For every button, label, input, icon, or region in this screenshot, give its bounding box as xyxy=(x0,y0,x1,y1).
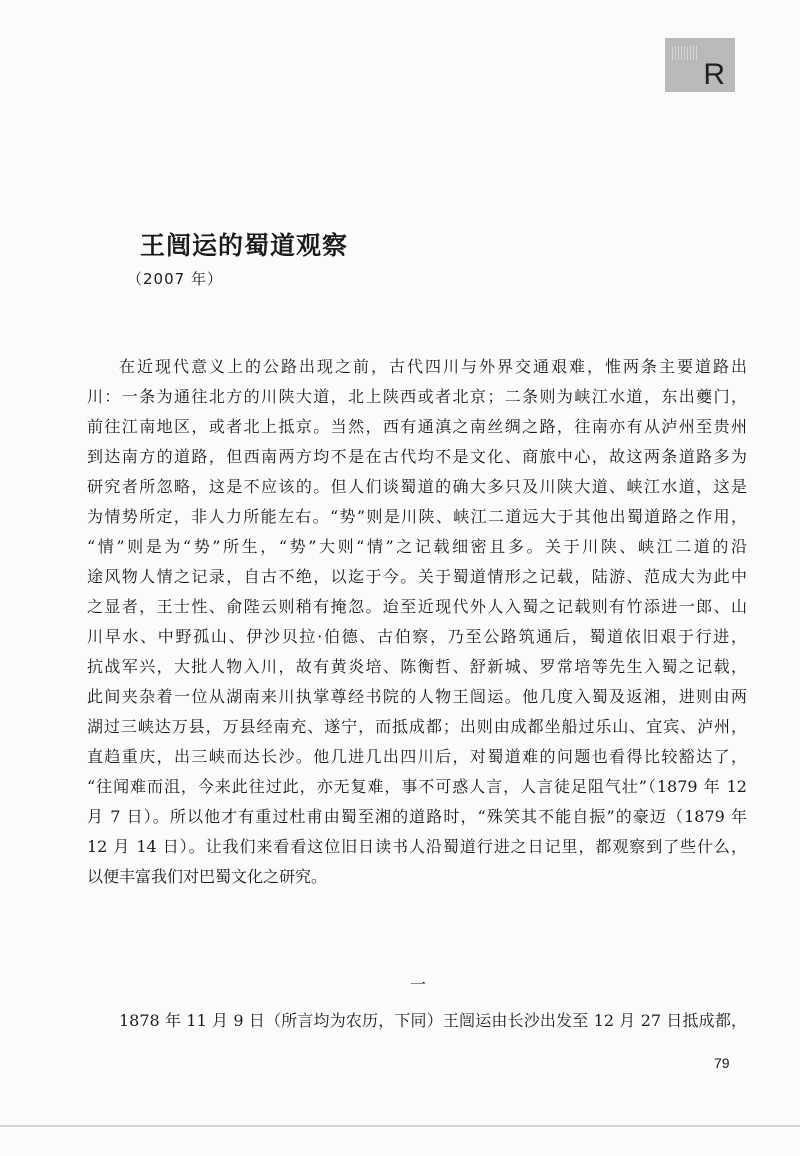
body-line: 以便丰富我们对巴蜀文化之研究。 xyxy=(87,867,328,886)
page-edge-divider xyxy=(0,1125,800,1127)
body-line: “情”则是为“势”所生，“势”大则“情”之记载细密且多。关于川陕、峡江二道的沿 xyxy=(87,537,747,556)
body-paragraph xyxy=(87,352,747,892)
body-paragraph-2 xyxy=(87,1006,747,1036)
section-number: 一 xyxy=(410,975,427,994)
page-number: 79 xyxy=(714,1055,730,1071)
tab-letter: R xyxy=(703,58,725,91)
body-line: “往闻难而沮，今来此往过此，亦无复难，事不可惑人言，人言徒足阻气壮”（1879 年 12 xyxy=(87,777,747,796)
body-line: 川早水、中野孤山、伊沙贝拉·伯德、古伯察，乃至公路筑通后，蜀道依旧艰于行进， xyxy=(87,627,747,646)
body-line: 12 月 14 日）。让我们来看看这位旧日读书人沿蜀道行进之日记里，都观察到了些什么， xyxy=(87,837,747,856)
body-line: 湖过三峡达万县，万县经南充、遂宁，而抵成都；出则由成都坐船过乐山、宜宾、泸州， xyxy=(87,717,747,736)
body-line: 直趋重庆，出三峡而达长沙。他几进几出四川后，对蜀道难的问题也看得比较豁达了， xyxy=(87,747,747,766)
body-line: 此间夹杂着一位从湖南来川执掌尊经书院的人物王闿运。他几度入蜀及返湘，进则由两 xyxy=(87,687,747,706)
body-line: 到达南方的道路，但西南两方均不是在古代均不是文化、商旅中心，故这两条道路多为 xyxy=(87,447,747,466)
body-line: 1878 年 11 月 9 日（所言均为农历，下同）王闿运由长沙出发至 12 月 27 日抵成都， xyxy=(119,1011,747,1030)
article-year: （2007 年） xyxy=(127,270,223,288)
body-line: 为情势所定，非人力所能左右。“势”则是川陕、峡江二道远大于其他出蜀道路之作用， xyxy=(87,507,747,526)
body-line: 抗战军兴，大批人物入川，故有黄炎培、陈衡哲、舒新城、罗常培等先生入蜀之记载， xyxy=(87,657,747,676)
article-title: 王闿运的蜀道观察 xyxy=(140,231,349,260)
section-tab xyxy=(665,38,735,92)
body-line: 在近现代意义上的公路出现之前，古代四川与外界交通艰难，惟两条主要道路出 xyxy=(119,357,747,376)
body-line: 前往江南地区，或者北上抵京。当然，西有通滇之南丝绸之路，往南亦有从泸州至贵州 xyxy=(87,417,747,436)
body-line: 途风物人情之记录，自古不绝，以迄于今。关于蜀道情形之记载，陆游、范成大为此中 xyxy=(87,567,747,586)
body-line: 研究者所忽略，这是不应该的。但人们谈蜀道的确大多只及川陕大道、峡江水道，这是 xyxy=(87,477,747,496)
body-line: 之显者，王士性、俞陛云则稍有掩忽。迨至近现代外人入蜀之记载则有竹添进一郎、山 xyxy=(87,597,747,616)
tab-decoration xyxy=(672,46,698,60)
body-line: 川：一条为通往北方的川陕大道，北上陕西或者北京；二条则为峡江水道，东出夔门， xyxy=(87,387,747,406)
body-line: 月 7 日）。所以他才有重过杜甫由蜀至湘的道路时，“殊笑其不能自振”的豪迈（1879 年 xyxy=(87,807,747,826)
